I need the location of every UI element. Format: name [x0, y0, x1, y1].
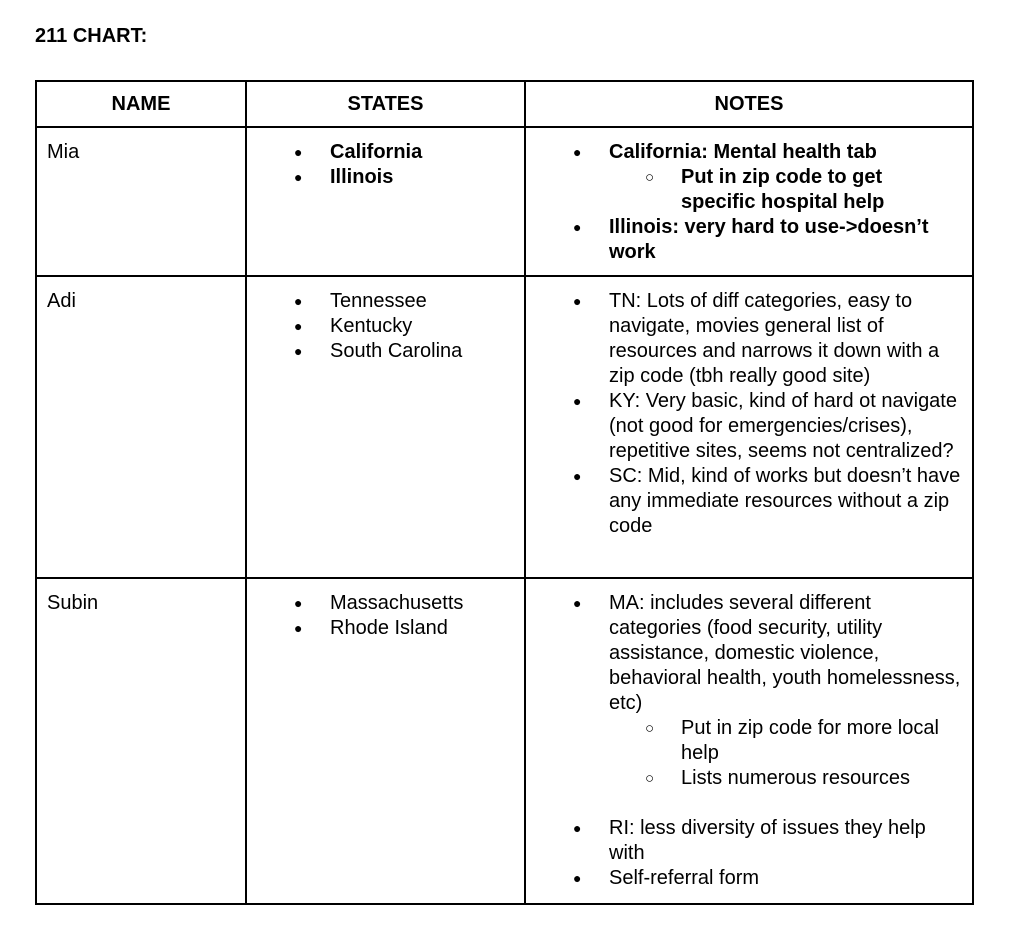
- note-text: California: Mental health tab: [609, 141, 877, 163]
- notes-cell: [525, 276, 973, 578]
- sub-note-item: ○ Lists numerous resources: [645, 766, 962, 791]
- notes-list: [536, 140, 962, 265]
- header-name: NAME: [36, 81, 246, 127]
- note-item: ● SC: Mid, kind of works but doesn’t have any immediate resources without a zip code: [573, 464, 962, 539]
- header-notes: NOTES: [525, 81, 973, 127]
- blank-line: [609, 791, 962, 816]
- note-item: [573, 591, 962, 816]
- chart-table: [35, 80, 974, 905]
- state-item: ● South Carolina: [294, 339, 514, 364]
- table-row: [36, 276, 973, 578]
- state-item: ● California: [294, 140, 514, 165]
- note-item: ● Self-referral form: [573, 866, 962, 891]
- notes-cell: [525, 578, 973, 904]
- note-item: ● KY: Very basic, kind of hard ot navigate (not good for emergencies/crises), repetitive sites, seems not centralized?: [573, 389, 962, 464]
- page-title: 211 CHART:: [35, 25, 148, 47]
- state-item: ● Illinois: [294, 165, 514, 190]
- header-row: [36, 81, 973, 127]
- name-cell: Mia: [36, 127, 246, 276]
- name-cell: Subin: [36, 578, 246, 904]
- states-cell: [246, 127, 525, 276]
- state-item: ● Rhode Island: [294, 616, 514, 641]
- sub-notes-list: [609, 165, 962, 215]
- notes-list: [536, 289, 962, 539]
- sub-notes-list: [609, 716, 962, 791]
- state-item: ● Kentucky: [294, 314, 514, 339]
- states-cell: [246, 276, 525, 578]
- note-text: MA: includes several different categories (food security, utility assistance, domestic violence, behavioral health, youth homelessness, etc): [609, 592, 961, 714]
- header-states: STATES: [246, 81, 525, 127]
- sub-note-item: ○ Put in zip code for more local help: [645, 716, 962, 766]
- state-item: ● Tennessee: [294, 289, 514, 314]
- states-list: [257, 140, 514, 190]
- notes-list: [536, 591, 962, 891]
- states-cell: [246, 578, 525, 904]
- name-cell: Adi: [36, 276, 246, 578]
- notes-cell: [525, 127, 973, 276]
- table-row: [36, 127, 973, 276]
- table-row: [36, 578, 973, 904]
- note-item: ● RI: less diversity of issues they help with: [573, 816, 962, 866]
- states-list: [257, 289, 514, 364]
- note-item: ● TN: Lots of diff categories, easy to navigate, movies general list of resources and narrows it down with a zip code (tbh really good site): [573, 289, 962, 389]
- sub-note-item: ○ Put in zip code to get specific hospital help: [645, 165, 962, 215]
- note-item: [573, 140, 962, 215]
- note-item: ● Illinois: very hard to use->doesn’t work: [573, 215, 962, 265]
- state-item: ● Massachusetts: [294, 591, 514, 616]
- states-list: [257, 591, 514, 641]
